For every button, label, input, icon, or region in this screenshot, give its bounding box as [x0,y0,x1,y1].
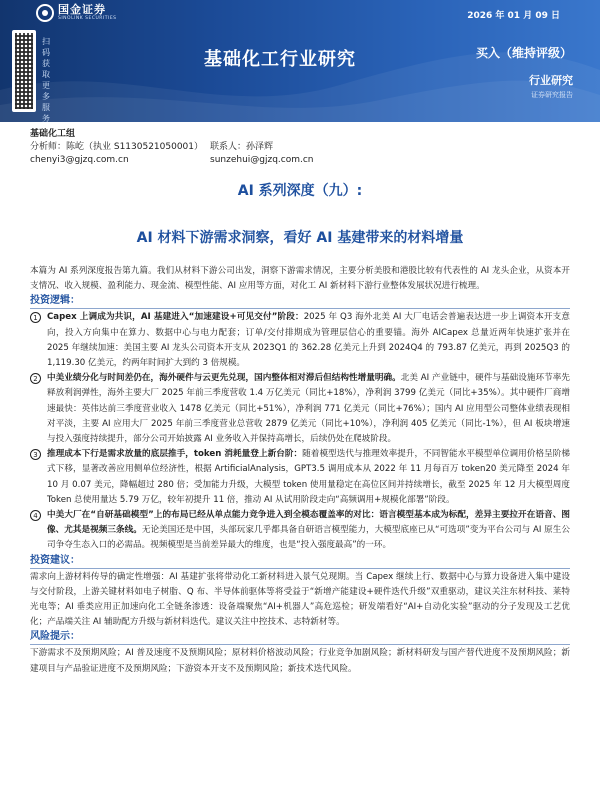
analyst-name: 分析师：陈屹（执业 S1130521050001） [30,142,204,152]
logic-item [30,508,570,554]
logic-item [30,371,570,447]
item-text: 无论美国还是中国，头部玩家几乎都具备自研语言模型能力，大模型底座已从“可选项”变为平台公司与 AI 原生公司争夺生态入口的必需品。视频模型是当前差异最大的维度，也是“投入强度最高”的一环。 [47,525,570,551]
report-category: 行业研究 [529,74,573,87]
section-divider [30,308,570,309]
report-type: 证券研究报告 [531,91,573,99]
item-number: 2 [30,373,41,384]
logo-name: 国金证券 [58,3,106,16]
intro-paragraph: 本篇为 AI 系列深度报告第九篇。我们从材料下游公司出发，洞察下游需求情况，主要分析美股和港股比较有代表性的 AI 龙头企业，从资本开支情况、收入规模、盈利能力、现金流、模型性能、AI 应用等方面，对化工 AI 新材料下游行业整体发展状况进行梳理。 [30,266,570,292]
report-title: 基础化工行业研究 [204,49,356,70]
item-heading: Capex 上调成为共识，AI 基建进入“加速建设+可见交付”阶段： [47,312,304,323]
rating-label: 买入（维持评级） [475,46,572,60]
report-body [30,264,570,677]
qr-code [12,30,36,112]
risk-section-title: 风险提示： [30,631,80,643]
section-divider [30,568,570,569]
report-series-title: AI 系列深度（九）: [237,183,363,199]
suggestion-section-title: 投资建议： [30,554,80,566]
qr-caption: 扫码获取更多服务 [42,37,50,122]
logic-section-title: 投资逻辑： [30,295,80,307]
item-number: 1 [30,312,41,323]
item-heading: 中美业绩分化与时间差仍在，海外硬件与云更先兑现，国内整体相对滞后但结构性增量明确。 [47,373,401,384]
contact-email[interactable]: sunzehui@gjzq.com.cn [210,155,314,165]
item-number: 3 [30,449,41,460]
item-number: 4 [30,510,41,521]
logic-item [30,447,570,508]
contact-name: 联系人：孙泽辉 [210,142,274,152]
risk-paragraph: 下游需求不及预期风险；AI 普及速度不及预期风险；原材料价格波动风险；行业竞争加剧风险；新材料研发与国产替代进度不及预期风险；新建项目与产品验证进度不及预期风险；下游资本开支不及预期风险；新技术迭代风险。 [30,648,570,674]
analyst-info [30,128,570,167]
logo-icon [36,4,54,22]
section-divider [30,644,570,645]
analyst-email[interactable]: chenyi3@gjzq.com.cn [30,155,129,165]
item-text: 2025 年 Q3 海外北美 AI 大厂电话会普遍表达进一步上调资本开支意向，投入方向集中在算力、数据中心与电力配套；订单/交付排期成为管理层信心的重要锚。海外 AICapex 总量近两年快速扩张并在 2025 年继续加速：美国主要 AI 龙头公司资本开支从 2023Q1 的 362.28 亿美元上升到 2024Q4 的 793.87 亿美元，再到 2025Q3 的 1,119.30 亿美元，约两年时间扩大到约 3 倍规模。 [47,312,570,369]
item-text: 随着模型迭代与推理效率提升，不同智能水平模型单位调用价格呈阶梯式下移，显著改善应用侧单位经济性，根据 ArtificialAnalysis，GPT3.5 调用成本从 2022 年 11 月每百万 token20 美元降至 2024 年 10 月 0.07 美元，降幅超过 280 倍；受加能力升级，大模型 token 使用量稳定在高位区间并持续增长，截至 2025 年 12 月大模型周度 Token 总使用量达 5.79 万亿，较年初提升 11 倍，推动 AI 从试用阶段走向“高频调用+规模化部署”阶段。 [47,449,570,505]
report-headline: AI 材料下游需求洞察，看好 AI 基建带来的材料增量 [136,230,464,246]
item-heading: 中美大厂在“自研基础模型”上的布局已经从单点能力竞争进入到全模态覆盖率的对比：语言模型基本成为标配，差异主要拉开在语音、图像、尤其是视频三条线。 [47,510,570,536]
item-text: 北美 AI 产业链中，硬件与基础设施环节率先释放利润弹性，海外主要大厂 2025 年前三季度营收 1.4 万亿美元（同比+18%），净利润 3799 亿美元（同比+35%）。其中硬件厂商增速最快：英伟达前三季度营业收入 1478 亿美元（同比+51%），净利润 771 亿美元（同比+76%）；国内 AI 应用型公司整体业绩表现相对平淡，主要 AI 应用大厂 2025 年前三季度营业总营收 2879 亿美元（同比+10%），净利润 405 亿美元（同比-1%），但 AI 板块增速与投入强度持续提升，部分公司开始披露 AI 业务收入并保持高增长，后续仍处在爬坡阶段。 [47,373,570,445]
item-heading: 推理成本下行是需求放量的底层推手，token 消耗量登上新台阶： [47,449,303,460]
logo-english: SINOLINK SECURITIES [58,16,117,21]
logic-item [30,310,570,371]
brand-logo [36,4,117,22]
suggestion-paragraph: 需求向上游材料传导的确定性增强：AI 基建扩张将带动化工新材料进入景气兑现期。当 Capex 继续上行、数据中心与算力设备进入集中建设与交付阶段，上游关键材料如电子树脂、Q 布、半导体前驱体等将受益于“新增产能建设+硬件迭代升级”双重驱动，建议关注东材科技、莱特光电等；AI 垂类应用正加速向化工全链条渗透：设备端聚焦“AI+机器人”高危巡检；研发端看好“AI+自动化实验”驱动的分子发现及工艺优化；产品端关注 AI 辅助配方升级与新材料迭代。建议关注中控技术、志特新材等。 [30,571,570,628]
report-date: 2026 年 01 月 09 日 [467,11,560,21]
team-name: 基础化工组 [30,129,76,139]
report-header [0,0,600,122]
